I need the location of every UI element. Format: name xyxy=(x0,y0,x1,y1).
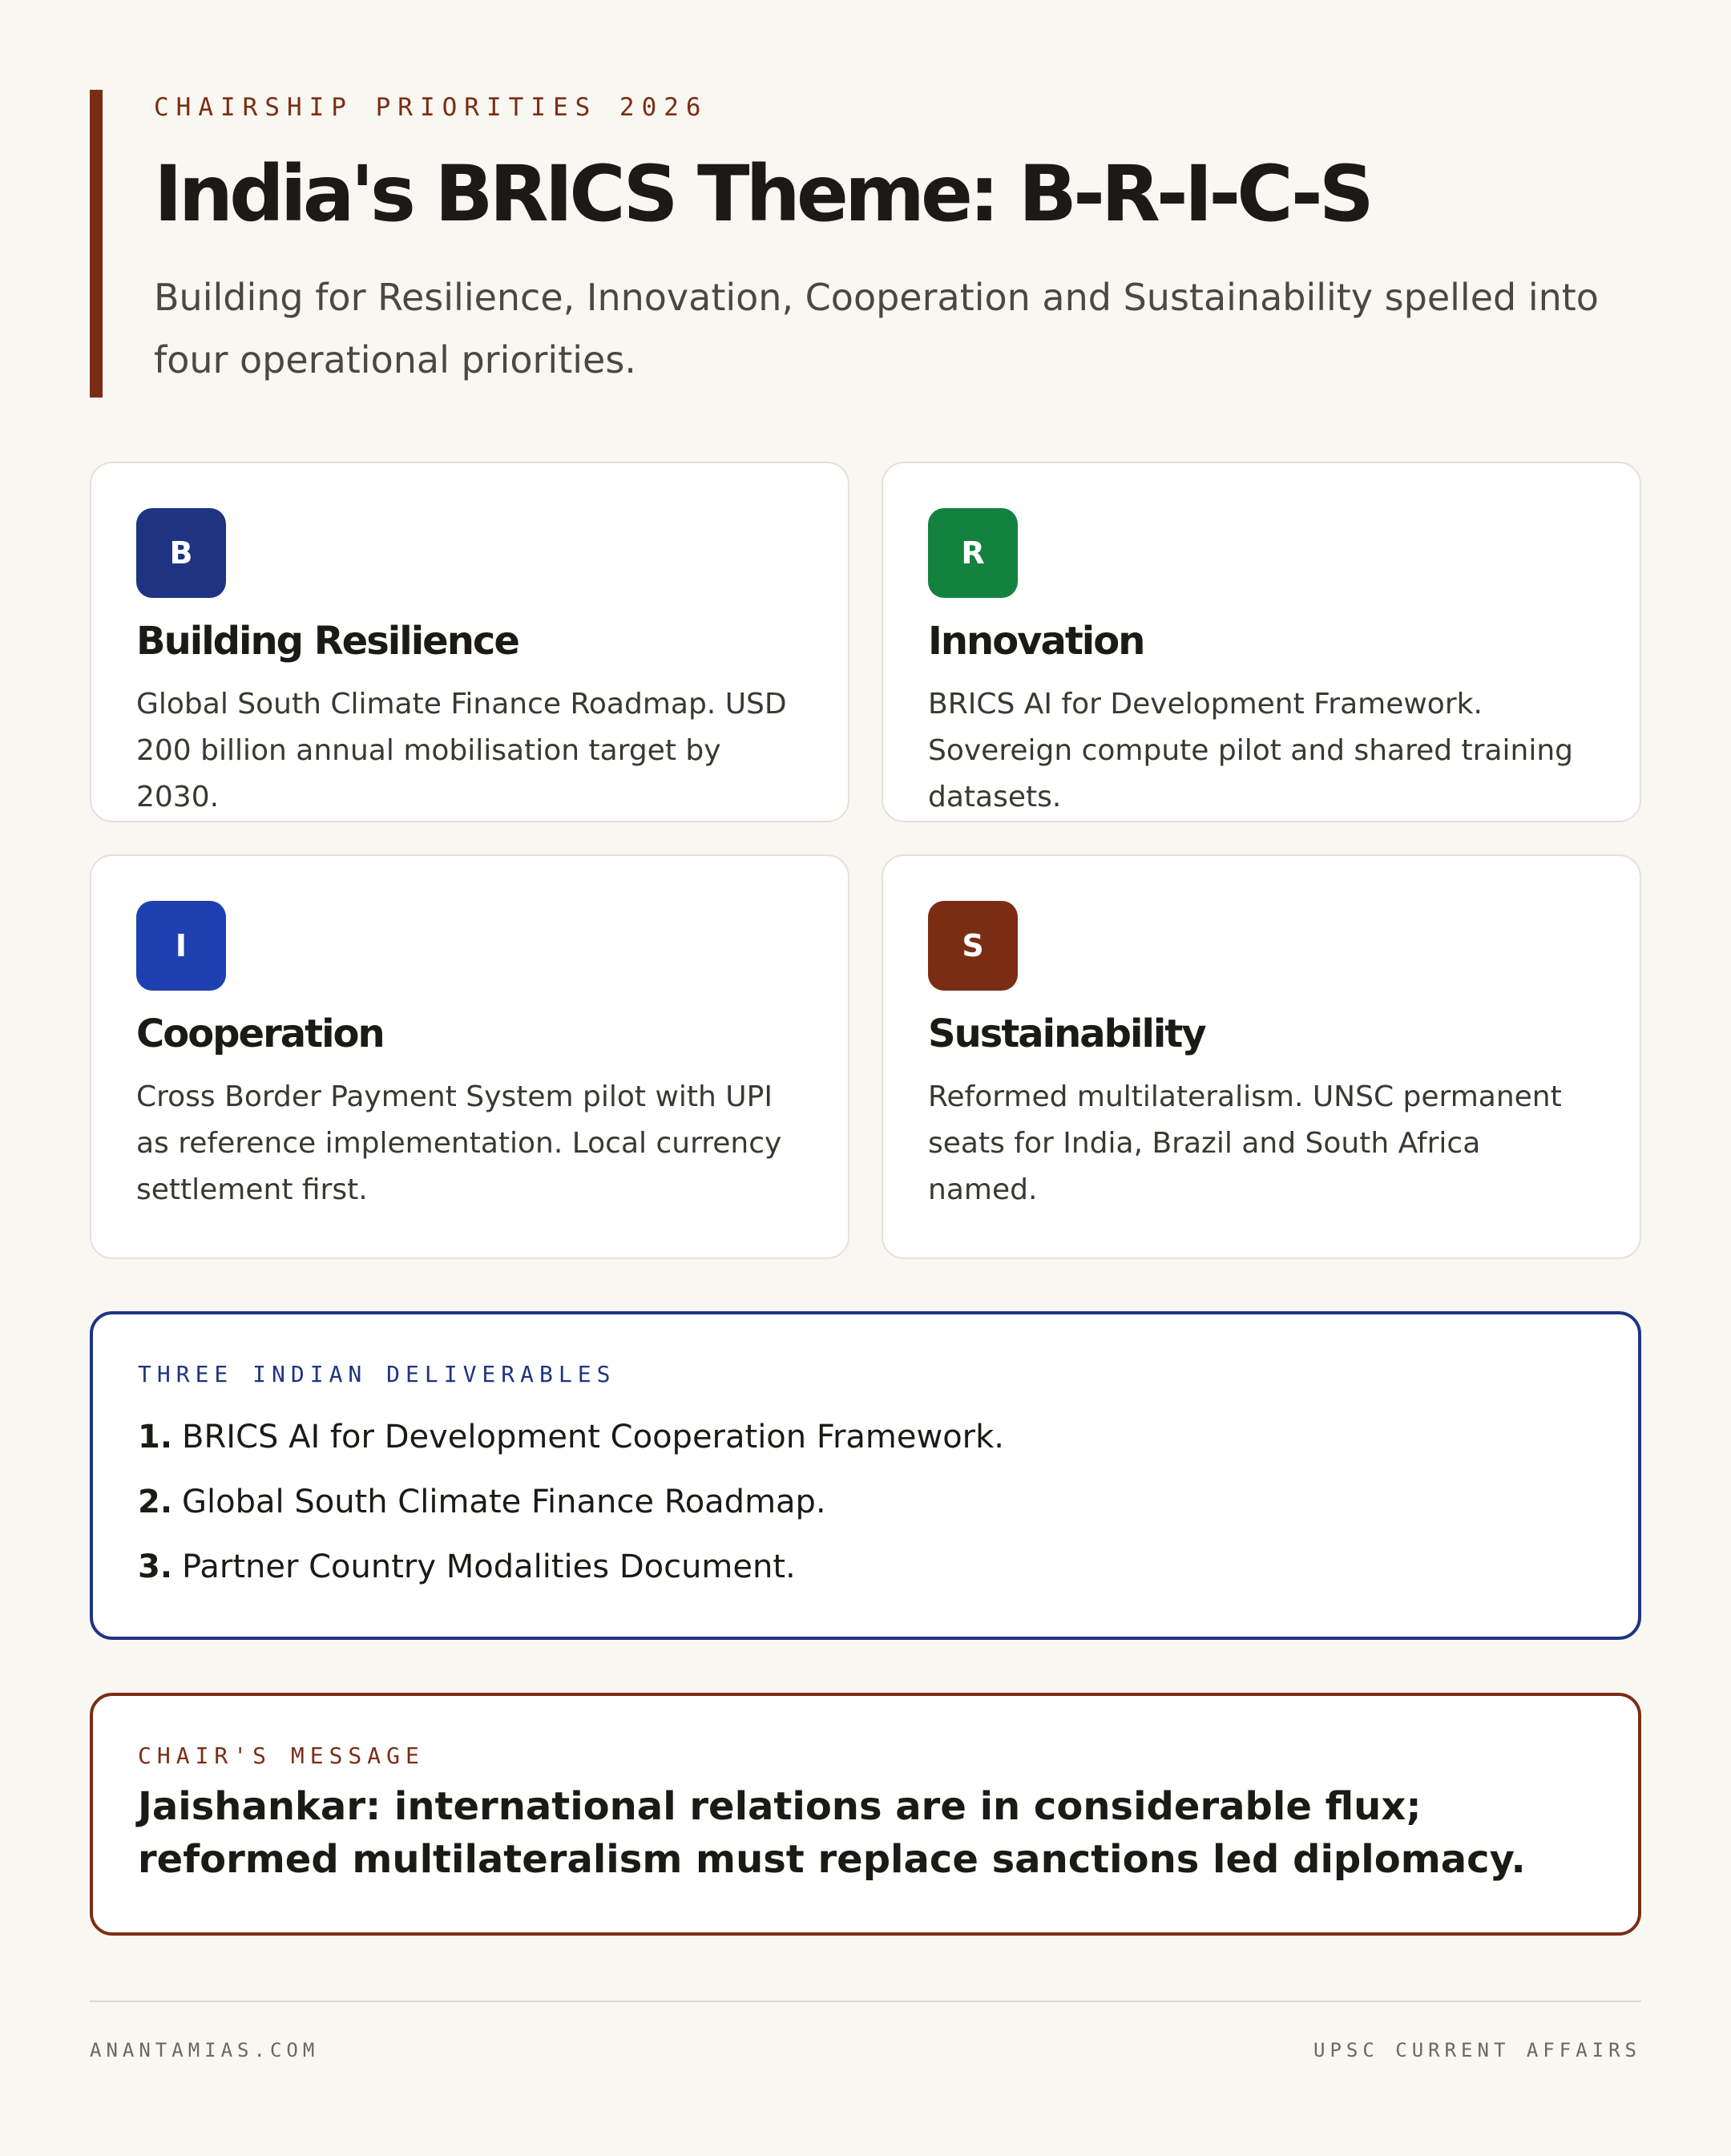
priority-badge: I xyxy=(136,901,226,991)
priority-description: Reformed multilateralism. UNSC permanent seats for India, Brazil and South Africa named. xyxy=(928,1080,1562,1206)
page-header xyxy=(90,90,1641,398)
priority-title: Sustainability xyxy=(928,1011,1205,1056)
priority-card-i xyxy=(90,854,849,1259)
list-item-number: 3. xyxy=(138,1548,173,1585)
list-item-text: Partner Country Modalities Document. xyxy=(182,1548,796,1585)
list-item-text: Global South Climate Finance Roadmap. xyxy=(182,1484,826,1520)
priority-title: Cooperation xyxy=(136,1011,384,1056)
chair-message-box xyxy=(90,1693,1641,1936)
list-item xyxy=(138,1535,1593,1600)
priority-description: BRICS AI for Development Framework. Sovereign compute pilot and shared training datasets. xyxy=(928,688,1574,814)
list-item-text: BRICS AI for Development Cooperation Framework. xyxy=(182,1419,1004,1456)
priority-description: Global South Climate Finance Roadmap. USD 200 billion annual mobilisation target by 2030. xyxy=(136,688,787,814)
list-item-number: 1. xyxy=(138,1419,173,1456)
footer-site-link[interactable]: ANANTAMIAS.COM xyxy=(90,2039,320,2061)
list-item xyxy=(138,1470,1593,1535)
footer-divider xyxy=(90,2001,1641,2002)
priority-card-r xyxy=(882,462,1641,822)
deliverables-box xyxy=(90,1311,1641,1640)
page-title: India's BRICS Theme: B-R-I-C-S xyxy=(154,149,1370,239)
deliverables-list xyxy=(138,1405,1593,1600)
priority-card-b xyxy=(90,462,849,822)
priority-title: Innovation xyxy=(928,619,1144,664)
list-item-number: 2. xyxy=(138,1484,173,1520)
priority-description: Cross Border Payment System pilot with UPI as reference implementation. Local currency settlement first. xyxy=(136,1080,782,1206)
kicker: CHAIRSHIP PRIORITIES 2026 xyxy=(154,93,708,122)
priority-badge: S xyxy=(928,901,1018,991)
priority-title: Building Resilience xyxy=(136,619,518,664)
priority-badge: R xyxy=(928,508,1018,598)
list-item xyxy=(138,1405,1593,1470)
page-subtitle: Building for Resilience, Innovation, Cooperation and Sustainability spelled into four operational priorities. xyxy=(154,275,1599,382)
deliverables-label: THREE INDIAN DELIVERABLES xyxy=(138,1361,616,1387)
priority-badge: B xyxy=(136,508,226,598)
priority-card-s xyxy=(882,854,1641,1259)
footer-category: UPSC CURRENT AFFAIRS xyxy=(1313,2039,1641,2061)
priorities-grid xyxy=(90,462,1641,1259)
message-label: CHAIR'S MESSAGE xyxy=(138,1742,425,1769)
message-quote: Jaishankar: international relations are in considerable flux; reformed multilateralism must replace sanctions led diplomacy. xyxy=(138,1784,1526,1882)
